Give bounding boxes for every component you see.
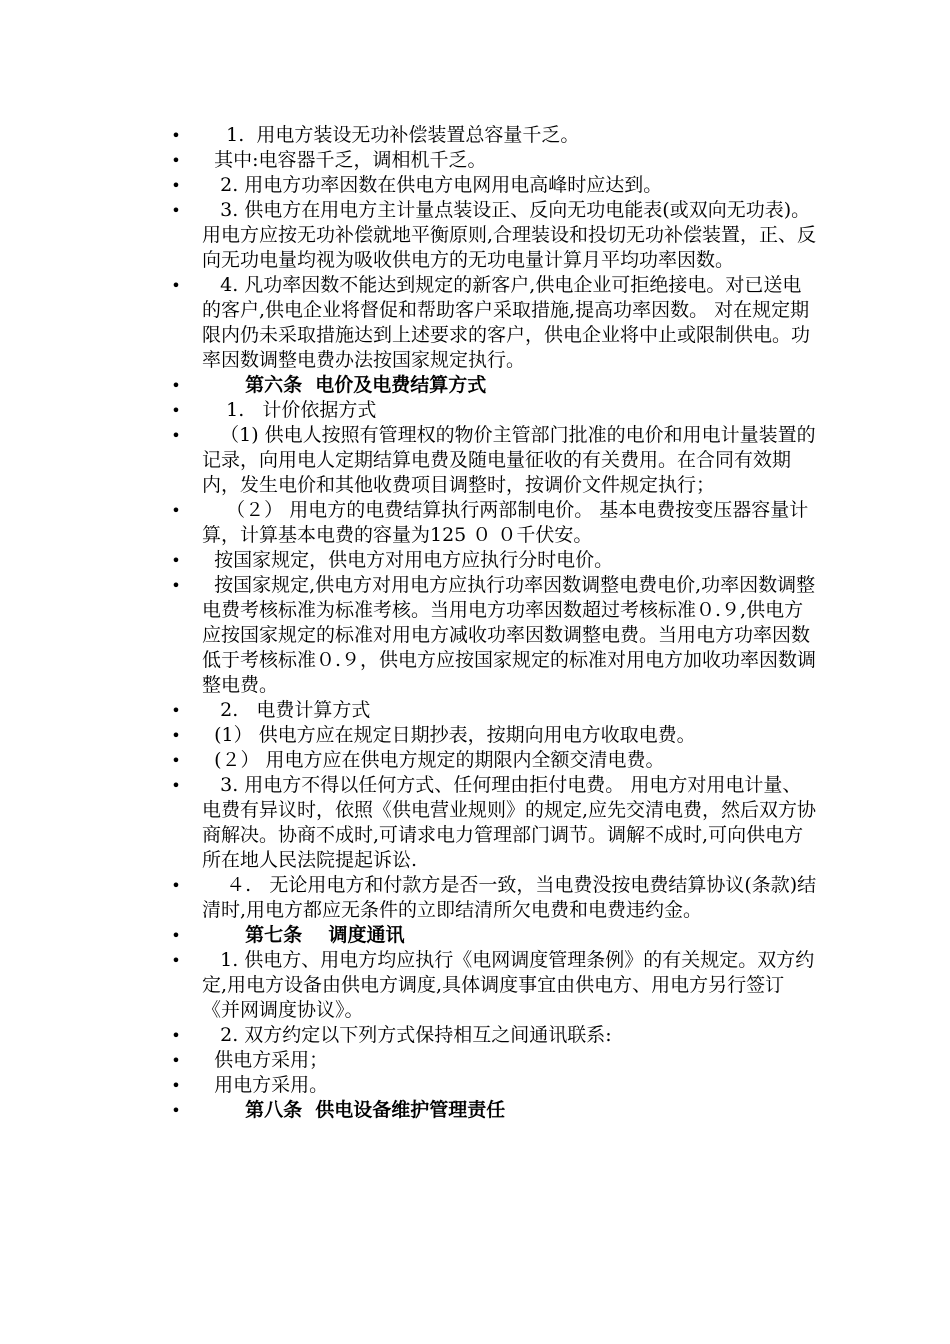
list-item-text: 按国家规定,供电方对用电方应执行功率因数调整电费电价,功率因数调整电费考核标准为标准考核。当用电方功率因数超过考核标准０.９,供电方应按国家规定的标准对用电方减收功率因数调整电费。当用电方功率因数低于考核标准０.９，供电方应按国家规定的标准对用电方加收功率因数调整电费。: [202, 574, 817, 696]
list-item: [170, 398, 820, 423]
bullet-icon: •: [171, 176, 181, 195]
list-item: [170, 573, 820, 698]
list-item-text: 1. 计价依据方式: [202, 399, 377, 421]
list-item-text: 2. 电费计算方式: [202, 699, 371, 721]
list-item-text: 1. 供电方、用电方均应执行《电网调度管理条例》的有关规定。双方约定,用电方设备由供电方调度,具体调度事宜由供电方、用电方另行签订《并网调度协议》。: [202, 949, 815, 1021]
list-item: [170, 273, 820, 373]
list-item-text: 供电方采用；: [202, 1049, 329, 1071]
list-item: [170, 498, 820, 548]
bullet-icon: •: [171, 776, 181, 795]
list-item: [170, 948, 820, 1023]
list-item-text: 4. 凡功率因数不能达到规定的新客户,供电企业可拒绝接电。对已送电的客户,供电企业将督促和帮助客户采取措施,提高功率因数。 对在规定期限内仍未采取措施达到上述要求的客户，供电企业将中止或限制供电。功率因数调整电费办法按国家规定执行。: [202, 274, 811, 371]
list-item-text: ４. 无论用电方和付款方是否一致，当电费没按电费结算协议(条款)结清时,用电方都应无条件的立即结清所欠电费和电费违约金。: [202, 874, 817, 921]
list-item: [170, 198, 820, 273]
list-item: [170, 123, 820, 148]
list-item: [170, 873, 820, 923]
list-item: [170, 423, 820, 498]
list-item: [170, 148, 820, 173]
bullet-icon: •: [171, 501, 181, 520]
list-item: [170, 773, 820, 873]
list-item-text: 3. 用电方不得以任何方式、任何理由拒付电费。 用电方对用电计量、电费有异议时，依照《供电营业规则》的规定,应先交清电费，然后双方协商解决。协商不成时,可请求电力管理部门调节。调解不成时,可向供电方所在地人民法院提起诉讼.: [202, 774, 817, 871]
bullet-icon: •: [171, 551, 181, 570]
list-item-text: (1） 供电方应在规定日期抄表，按期向用电方收取电费。: [202, 724, 696, 746]
bullet-icon: •: [171, 276, 181, 295]
section-heading: [170, 373, 820, 398]
bullet-icon: •: [171, 1051, 181, 1070]
list-item: [170, 1023, 820, 1048]
list-item: [170, 1073, 820, 1098]
list-item: [170, 748, 820, 773]
contract-clause-list: [170, 123, 820, 1123]
bullet-icon: •: [171, 151, 181, 170]
bullet-icon: •: [171, 201, 181, 220]
bullet-icon: •: [171, 376, 181, 395]
bullet-icon: •: [171, 701, 181, 720]
bullet-icon: •: [171, 1101, 181, 1120]
list-item: [170, 698, 820, 723]
bullet-icon: •: [171, 876, 181, 895]
list-item: [170, 173, 820, 198]
list-item-text: (２） 用电方应在供电方规定的期限内全额交清电费。: [202, 749, 665, 771]
list-item-text: 其中:电容器千乏，调相机千乏。: [202, 149, 487, 171]
bullet-icon: •: [171, 1026, 181, 1045]
bullet-icon: •: [171, 951, 181, 970]
list-item-text: 2. 用电方功率因数在供电方电网用电高峰时应达到。: [202, 174, 663, 196]
list-item-text: 用电方采用。: [202, 1074, 329, 1096]
list-item-text: 第七条 调度通讯: [212, 924, 405, 946]
list-item-text: 2. 双方约定以下列方式保持相互之间通讯联系:: [202, 1024, 612, 1046]
list-item: [170, 548, 820, 573]
section-heading: [170, 1098, 820, 1123]
bullet-icon: •: [171, 401, 181, 420]
list-item-text: 第六条 电价及电费结算方式: [212, 374, 487, 396]
list-item-text: 3. 供电方在用电方主计量点装设正、反向无功电能表(或双向无功表)。 用电方应按无功补偿就地平衡原则,合理装设和投切无功补偿装置，正、反向无功电量均视为吸收供电方的无功电量计算月平均功率因数。: [202, 199, 817, 271]
list-item-text: （２） 用电方的电费结算执行两部制电价。 基本电费按变压器容量计算，计算基本电费的容量为125 ０ ０千伏安。: [202, 499, 809, 546]
bullet-icon: •: [171, 726, 181, 745]
list-item: [170, 723, 820, 748]
list-item-text: 按国家规定，供电方对用电方应执行分时电价。: [202, 549, 614, 571]
list-item-text: 1. 用电方装设无功补偿装置总容量千乏。: [202, 124, 580, 146]
bullet-icon: •: [171, 926, 181, 945]
list-item-text: 第八条 供电设备维护管理责任: [212, 1099, 506, 1121]
bullet-icon: •: [171, 126, 181, 145]
list-item-text: （1) 供电人按照有管理权的物价主管部门批准的电价和用电计量装置的记录，向用电人定期结算电费及随电量征收的有关费用。在合同有效期内，发生电价和其他收费项目调整时，按调价文件规定执行；: [202, 424, 816, 496]
bullet-icon: •: [171, 751, 181, 770]
bullet-icon: •: [171, 426, 181, 445]
bullet-icon: •: [171, 576, 181, 595]
section-heading: [170, 923, 820, 948]
list-item: [170, 1048, 820, 1073]
bullet-icon: •: [171, 1076, 181, 1095]
